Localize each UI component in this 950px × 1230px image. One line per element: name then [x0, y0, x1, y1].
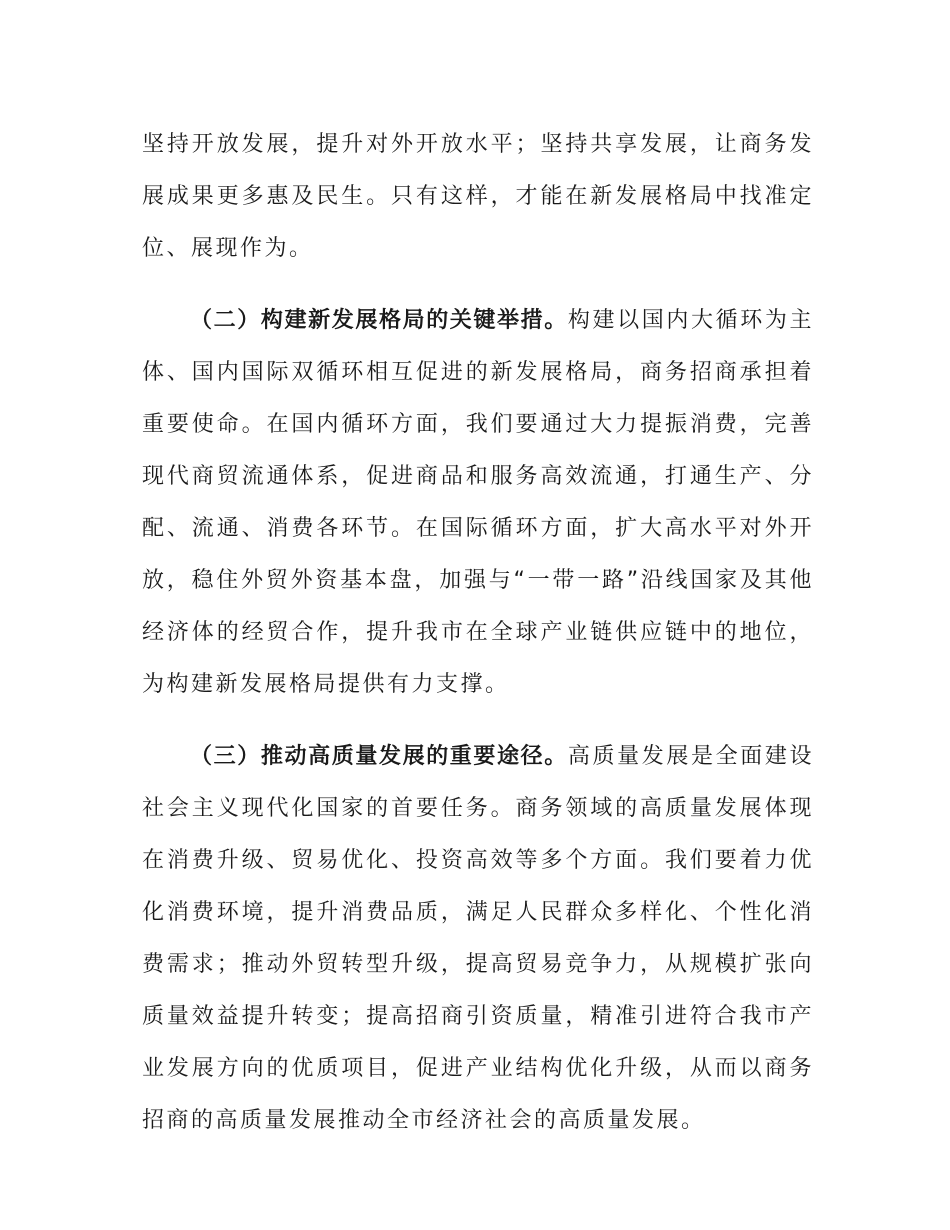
- paragraph-section-2: [142, 295, 814, 711]
- section-heading: （二）构建新发展格局的关键举措。: [190, 308, 568, 333]
- paragraph-text: 高质量发展是全面建设社会主义现代化国家的首要任务。商务领域的高质量发展体现在消费升级、贸易优化、投资高效等多个方面。我们要着力优化消费环境，提升消费品质，满足人民群众多样化、个性化消费需求；推动外贸转型升级，提高贸易竞争力，从规模扩张向质量效益提升转变；提高招商引资质量，精准引进符合我市产业发展方向的优质项目，促进产业结构优化升级，从而以商务招商的高质量发展推动全市经济社会的高质量发展。: [142, 744, 814, 1133]
- paragraph-text: 构建以国内大循环为主体、国内国际双循环相互促进的新发展格局，商务招商承担着重要使命。在国内循环方面，我们要通过大力提振消费，完善现代商贸流通体系，促进商品和服务高效流通，打通生产、分配、流通、消费各环节。在国际循环方面，扩大高水平对外开放，稳住外贸外资基本盘，加强与“一带一路”沿线国家及其他经济体的经贸合作，提升我市在全球产业链供应链中的地位，为构建新发展格局提供有力支撑。: [142, 308, 814, 697]
- section-heading: （三）推动高质量发展的重要途径。: [190, 744, 568, 769]
- paragraph-text: 坚持开放发展，提升对外开放水平；坚持共享发展，让商务发展成果更多惠及民生。只有这样，才能在新发展格局中找准定位、展现作为。: [142, 132, 814, 261]
- paragraph-continuation: [142, 119, 814, 275]
- paragraph-section-3: [142, 731, 814, 1147]
- document-body: [142, 119, 814, 1147]
